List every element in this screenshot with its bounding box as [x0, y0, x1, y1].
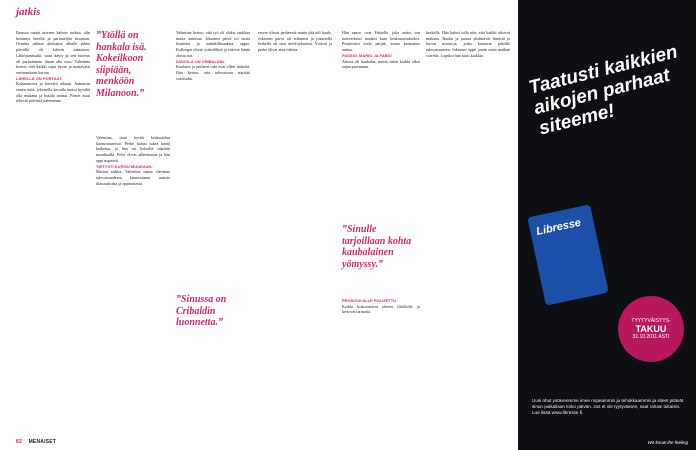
- article-column-6: [426, 30, 510, 59]
- ad-headline: Taatusti kaikkien aikojen parhaat siteeme!: [526, 41, 680, 140]
- article-column-5: [342, 30, 420, 70]
- subheading: LÄHELLÄ ON PORTAAT.: [16, 75, 63, 81]
- column-text: Valentina, tästä hyvää keskustelua kiinnostuneista. Perhe halusi tukea häntä kaikessa, ja hän sai kokeilla siipiään maailmalla. Pelot olivat aiheettomia ja hän oppi nopeasti.: [96, 135, 170, 163]
- advertisement: [518, 0, 696, 450]
- ad-tagline: We know the feeling: [647, 440, 688, 445]
- badge-line: TAKUU: [635, 324, 667, 334]
- subheading: DIAVOLA ON CRIBALDIN.: [176, 58, 225, 64]
- column-text: Alussa oli hankalaa, mutta sitten kaikki alkoi sujua paremmin.: [342, 58, 420, 70]
- column-text: Kaikki kokoontuvat yhteen illallisille ja kertovat tarinoita.: [342, 303, 420, 315]
- subheading: PASSIO, MARIO JA FABIO: [342, 52, 392, 58]
- article-column-4: [258, 30, 332, 53]
- article-column-2: [96, 135, 170, 186]
- pull-quote: ”Sinulle tarjoillaan kohta kaubalainen yömyssy.”: [342, 224, 412, 270]
- column-text: Ilmassa tuntui tuoreen kahvin tuoksu, olin herännyt herellä ja parinneljän tirsaman. Ovanlta oabnut aloittanut alkulle pikka päivällä oli kahvin aamuisen. Lähtöjumissaki, suuri käyty ja sen tuoreus oli parhaimmin ilman alla voin. Valentina kertoo, että kaikki sujui hyvin ja mukavasti ensimmäisen kerran.: [16, 30, 90, 75]
- column-text: keskellä. Hän halusi tulla niin, että kaikki olisivat mukana. Ruoka ja juoma yhdistävät ihmisiä ja luovat muistoja, jotka kantavat pitkälle tulevaisuuteen. Jokainen oppii jotain uutta matkan varrella. Lopuksi hän kiitti kaikkia.: [426, 30, 510, 58]
- column-text: Kalastamista ja kävelyä aikaan. Aamuisin ennen töitä, jokaisella kerralla tuntui hyvältä olla mukana ja kuulla tarinat. Pienet asiat tekevät päivästä paremman.: [16, 81, 90, 104]
- page-number: 82: [16, 439, 22, 445]
- badge-line: 31.10.2011 ASTI: [632, 334, 670, 340]
- section-title: jatkis: [16, 6, 41, 18]
- brand-logo: Libresse: [535, 216, 583, 238]
- column-text: Marion tarkka, Valentina sanoo olevansa tulevaisuudessa kiinnostunut uusista tilaisuuksista ja oppimisesta.: [96, 169, 170, 186]
- column-text: Koulutus ja perheen tuki ovat olleet tärkeitä. Hän kertoo, että tulevaisuus näyttää valoisalta.: [176, 64, 250, 81]
- page-footer: [16, 439, 56, 445]
- subheading: PROSCIUI ALLE POLIZETTU: [342, 298, 397, 303]
- ad-body-text: Uusi ohut ystäveemme imee nopeammin ja tehokkaammin ja siteet pitävät sinun paikallaan koko päivän. Jos et ole tyytyväinen, saat rahasi takaisin. Lue lisää www.libresse.fi.: [532, 398, 684, 415]
- guarantee-badge: [618, 296, 684, 362]
- pull-quote: ”Sinussa on Cribaldin luonnetta.”: [176, 294, 227, 328]
- column-text: Valentina kertoo, että työ oli aluksi rankkaa mutta antoisaa. Jokainen päivä toi uusia haasteita ja mahdollisuuksia oppia. Kolleegat olivat ystävällisiä ja tukivat häntä alusta asti.: [176, 30, 250, 58]
- column-text: Hän sanoo ovat Fabiolle, joka auttoi sen naisverkosti muuksi kuin kesäsuoritukseksi. Pessimistit eivät pärjää, mutta kannustus auttaa.: [342, 30, 420, 53]
- article-column-5-continued: [342, 298, 420, 315]
- column-text: essere tilavat perheessä mutta yhä tuli kuule. Jokainen päivä oli erilainen ja jokaisella hetkellä oli oma merkityksensä. Ystävät ja perhe olivat aina tukena.: [258, 30, 332, 53]
- pull-quote: ”Ytöllä on hankala isä. Kokeilkoon siipiään, menköön Milanoon.”: [96, 30, 147, 99]
- magazine-name: MENAISET: [28, 439, 56, 445]
- article-column-1: [16, 30, 90, 104]
- article-column-3: [176, 30, 250, 81]
- subheading: TIETYSTI KURSSI MUUKAAN.: [96, 163, 153, 169]
- badge-line: TYYTYVÄISYYS-: [631, 318, 671, 324]
- product-pack: [527, 204, 608, 305]
